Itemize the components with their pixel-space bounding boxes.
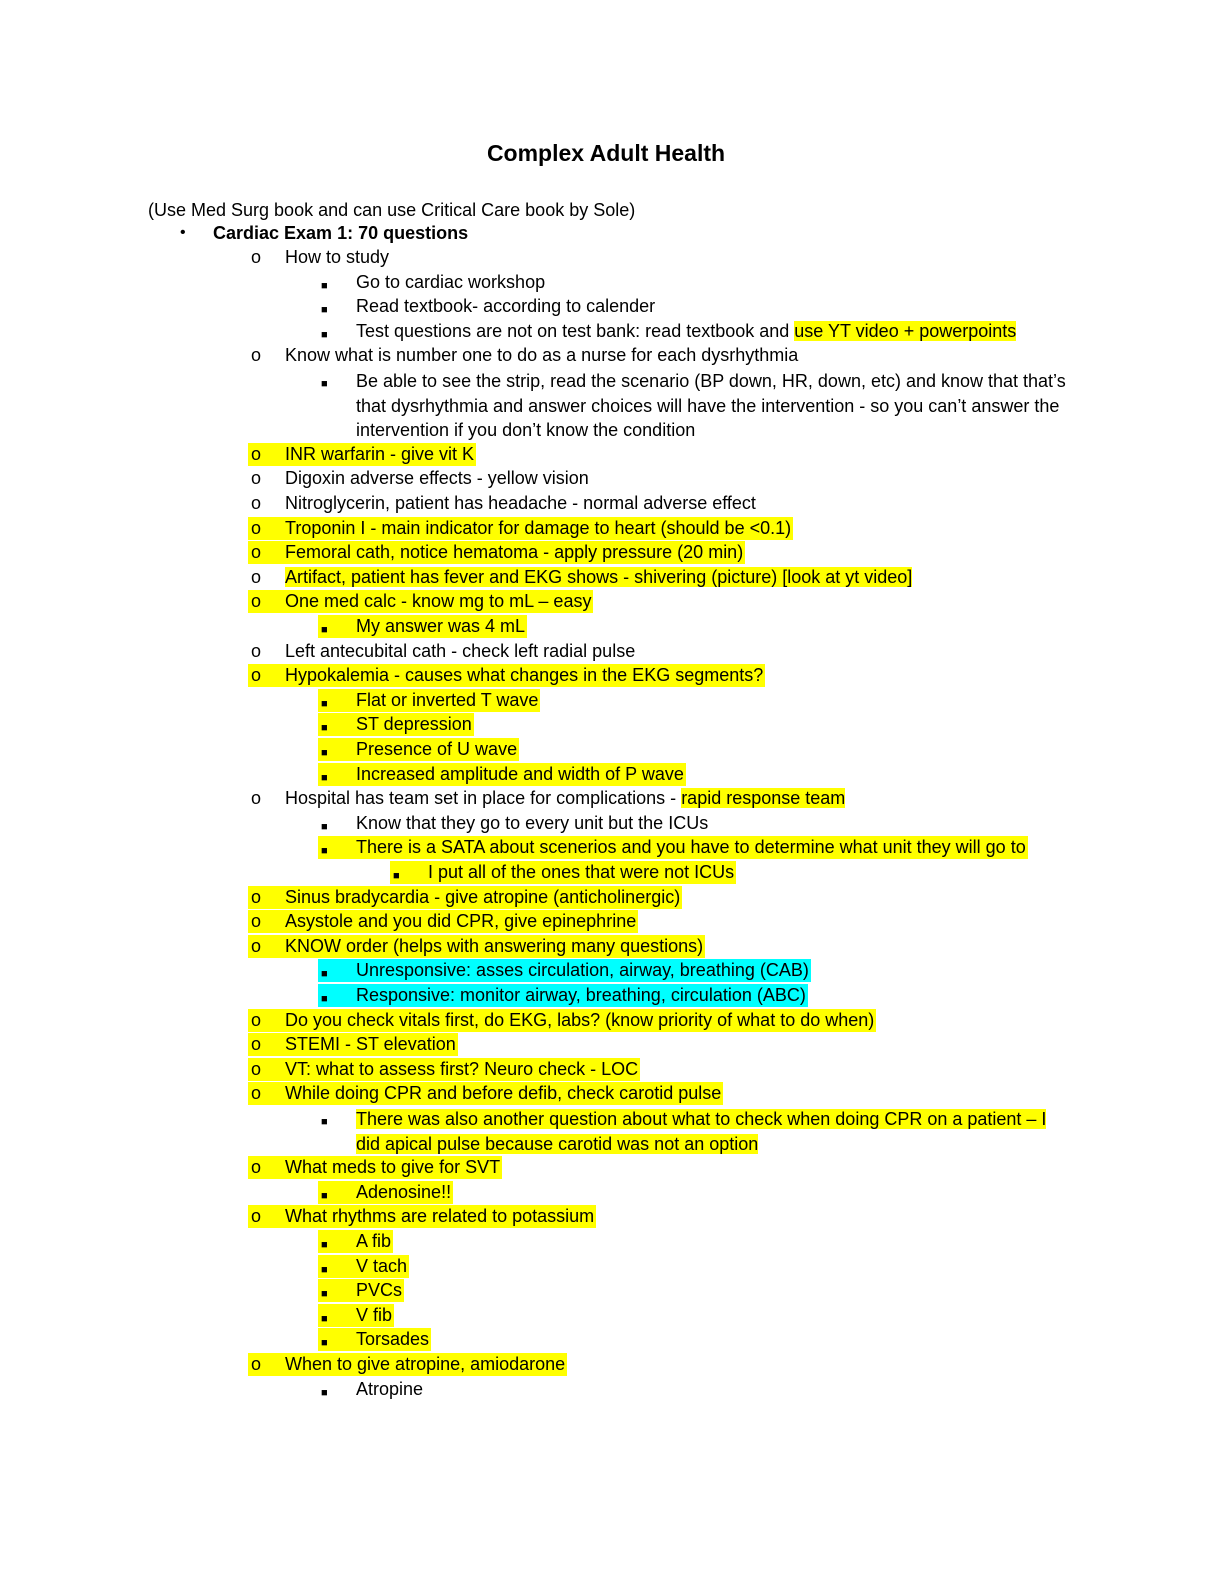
bullet-marker: o (251, 911, 262, 932)
bullet-marker: o (251, 1009, 262, 1030)
list-item-text: Be able to see the strip, read the scenario (BP down, HR, down, etc) and know that that’s that dysrhythmia and answer choices will have the intervention - so you can’t answer the intervention if you don’t know the condition (356, 371, 1066, 441)
list-item-text: V fib (356, 1304, 393, 1325)
bullet-marker: ■ (321, 304, 328, 317)
bullet-marker: o (251, 566, 262, 587)
bullet-marker: ■ (321, 378, 328, 390)
bullet-marker: ■ (321, 771, 328, 784)
list-item-text: Hypokalemia - causes what changes in the EKG segments? (285, 665, 764, 686)
bullet-marker: ■ (321, 1288, 328, 1301)
bullet-marker: ■ (321, 1386, 328, 1399)
document-subtitle: (Use Med Surg book and can use Critical Care book by Sole) (148, 200, 636, 220)
list-item-text: A fib (356, 1231, 392, 1251)
bullet-marker: o (251, 665, 262, 686)
list-item-text: Artifact, patient has fever and EKG shows - shivering (picture) [look at yt video] (285, 566, 913, 587)
list-item-text: Nitroglycerin, patient has headache - normal adverse effect (285, 493, 756, 513)
list-item-text: Hospital has team set in place for complications - rapid response team (285, 788, 846, 809)
bullet-marker: o (251, 788, 262, 809)
bullet-marker: o (251, 1206, 262, 1227)
list-item-text: Digoxin adverse effects - yellow vision (285, 468, 589, 489)
bullet-marker: o (251, 468, 262, 489)
list-item-text: PVCs (356, 1280, 403, 1301)
list-item-text: INR warfarin - give vit K (285, 443, 475, 464)
list-item-text: V tach (356, 1255, 408, 1276)
highlighted-phrase: use YT video + powerpoints (794, 320, 1017, 341)
list-item-text: There is a SATA about scenerios and you have to determine what unit they will go to (356, 837, 1026, 858)
section-heading: Cardiac Exam 1: 70 questions (213, 223, 469, 243)
list-item-text: Troponin I - main indicator for damage to heart (should be <0.1) (285, 517, 792, 538)
list-item-text: Go to cardiac workshop (356, 271, 546, 292)
list-item-text: Unresponsive: asses circulation, airway, breathing (CAB) (356, 960, 809, 981)
list-item-text: Presence of U wave (356, 739, 518, 759)
list-item-text: Increased amplitude and width of P wave (356, 763, 684, 784)
bullet-marker: ■ (321, 968, 328, 981)
list-item-text: KNOW order (helps with answering many questions) (285, 935, 704, 956)
bullet-marker: o (251, 517, 262, 538)
list-item-text: When to give atropine, amiodarone (285, 1354, 566, 1374)
bullet-marker: ■ (321, 1312, 328, 1325)
bullet-marker: ■ (321, 993, 328, 1005)
bullet-marker: o (251, 1058, 262, 1079)
bullet-marker: ■ (321, 697, 328, 710)
list-item-text: Know that they go to every unit but the ICUs (356, 812, 709, 833)
list-item-text: While doing CPR and before defib, check carotid pulse (285, 1083, 722, 1104)
bullet-marker: o (251, 886, 262, 907)
bullet-marker: ■ (321, 1263, 328, 1276)
list-item-text: Sinus bradycardia - give atropine (anticholinergic) (285, 886, 681, 907)
bullet-marker: ■ (321, 624, 328, 636)
bullet-marker: o (251, 1354, 262, 1374)
document-title: Complex Adult Health (486, 140, 726, 166)
list-item-text: Asystole and you did CPR, give epinephrine (285, 911, 637, 932)
bullet-marker: ■ (321, 328, 328, 341)
list-item-text: Left antecubital cath - check left radial pulse (285, 640, 636, 661)
list-item-text: Atropine (356, 1378, 424, 1399)
list-item-text: Flat or inverted T wave (356, 689, 539, 710)
list-item-text: Torsades (356, 1329, 430, 1350)
bullet-marker: o (251, 247, 262, 267)
bullet-marker: ■ (321, 722, 328, 735)
list-item-text: What meds to give for SVT (285, 1157, 501, 1178)
bullet-marker: ■ (321, 279, 328, 292)
bullet-marker: o (251, 640, 262, 661)
list-item-text: Adenosine!! (356, 1181, 452, 1202)
bullet-marker: ■ (321, 845, 328, 858)
list-item-text: VT: what to assess first? Neuro check - LOC (285, 1058, 639, 1079)
list-item-text: Do you check vitals first, do EKG, labs? (know priority of what to do when) (285, 1009, 875, 1030)
bullet-marker: o (251, 1034, 262, 1055)
bullet-marker: ■ (321, 747, 328, 759)
list-item-text: My answer was 4 mL (356, 616, 526, 636)
list-item-text: I put all of the ones that were not ICUs (428, 862, 735, 882)
bullet-marker: • (180, 224, 186, 241)
bullet-marker: o (251, 935, 262, 956)
highlighted-phrase: rapid response team (681, 788, 846, 809)
bullet-marker: o (251, 493, 262, 513)
list-item-text: One med calc - know mg to mL – easy (285, 591, 592, 612)
bullet-marker: ■ (321, 1337, 328, 1350)
bullet-marker: o (251, 1157, 262, 1178)
list-item-text: Read textbook- according to calender (356, 296, 656, 317)
bullet-marker: o (251, 443, 262, 464)
bullet-marker: o (251, 542, 262, 563)
list-item-text: Know what is number one to do as a nurse for each dysrhythmia (285, 345, 799, 366)
bullet-marker: ■ (321, 1189, 328, 1202)
bullet-marker: ■ (321, 1116, 328, 1128)
list-item-text: Femoral cath, notice hematoma - apply pressure (20 min) (285, 542, 744, 563)
list-item-text: ST depression (356, 714, 472, 735)
list-item-text: What rhythms are related to potassium (285, 1206, 595, 1227)
bullet-marker: ■ (321, 820, 328, 833)
list-item-text: STEMI - ST elevation (285, 1034, 456, 1055)
list-item-text: Responsive: monitor airway, breathing, circulation (ABC) (356, 985, 806, 1005)
bullet-marker: o (251, 345, 262, 366)
bullet-marker: ■ (393, 870, 400, 882)
bullet-marker: ■ (321, 1239, 328, 1251)
bullet-marker: o (251, 1083, 262, 1104)
list-item-text: Test questions are not on test bank: read textbook and use YT video + powerpoints (356, 320, 1017, 341)
list-item-text: There was also another question about what to check when doing CPR on a patient – I did apical pulse because carotid was not an option (356, 1109, 1047, 1154)
list-item-text: How to study (285, 247, 390, 267)
bullet-marker: o (251, 591, 262, 612)
